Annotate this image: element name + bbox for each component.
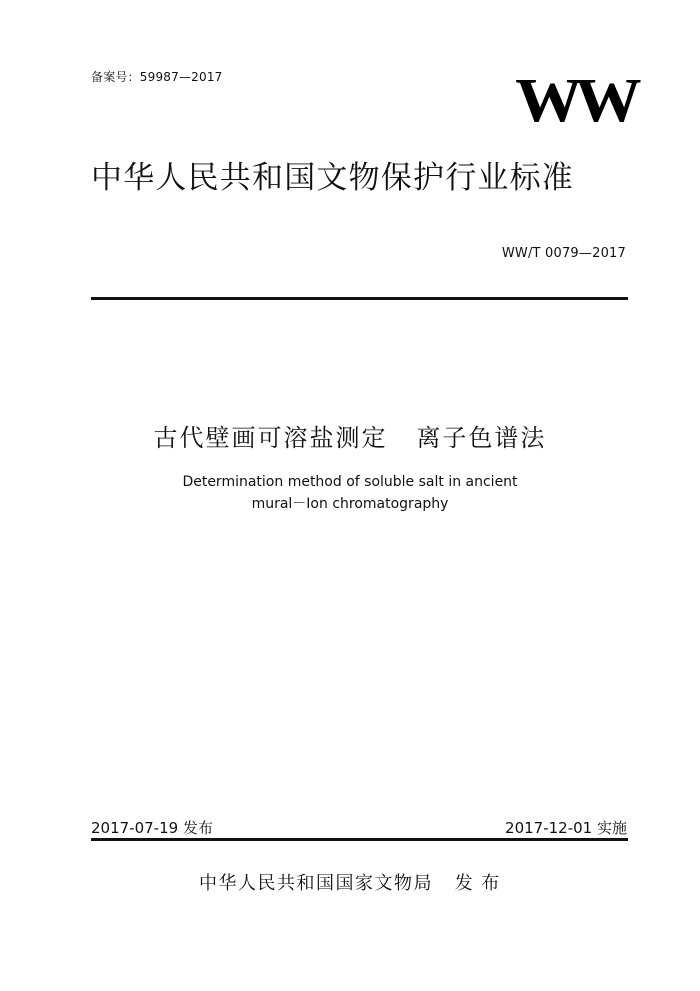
publisher: 中华人民共和国国家文物局 发 布: [199, 873, 501, 894]
english-title-line-2: mural－Ion chromatography: [251, 496, 449, 512]
ww-logo: WW: [515, 67, 634, 135]
document-title-english: [0, 471, 700, 515]
issue-date: 2017-07-19 发布: [91, 819, 213, 837]
top-divider: [91, 297, 628, 300]
implementation-date: 2017-12-01 实施: [505, 819, 627, 837]
record-number: 备案号：59987—2017: [91, 70, 223, 84]
document-title-chinese: 古代壁画可溶盐测定 离子色谱法: [153, 424, 547, 452]
standard-number: WW/T 0079—2017: [501, 246, 626, 261]
industry-standard-title: 中华人民共和国文物保护行业标准: [91, 160, 574, 196]
english-title-line-1: Determination method of soluble salt in ancient: [182, 474, 518, 490]
bottom-divider: [91, 838, 628, 841]
